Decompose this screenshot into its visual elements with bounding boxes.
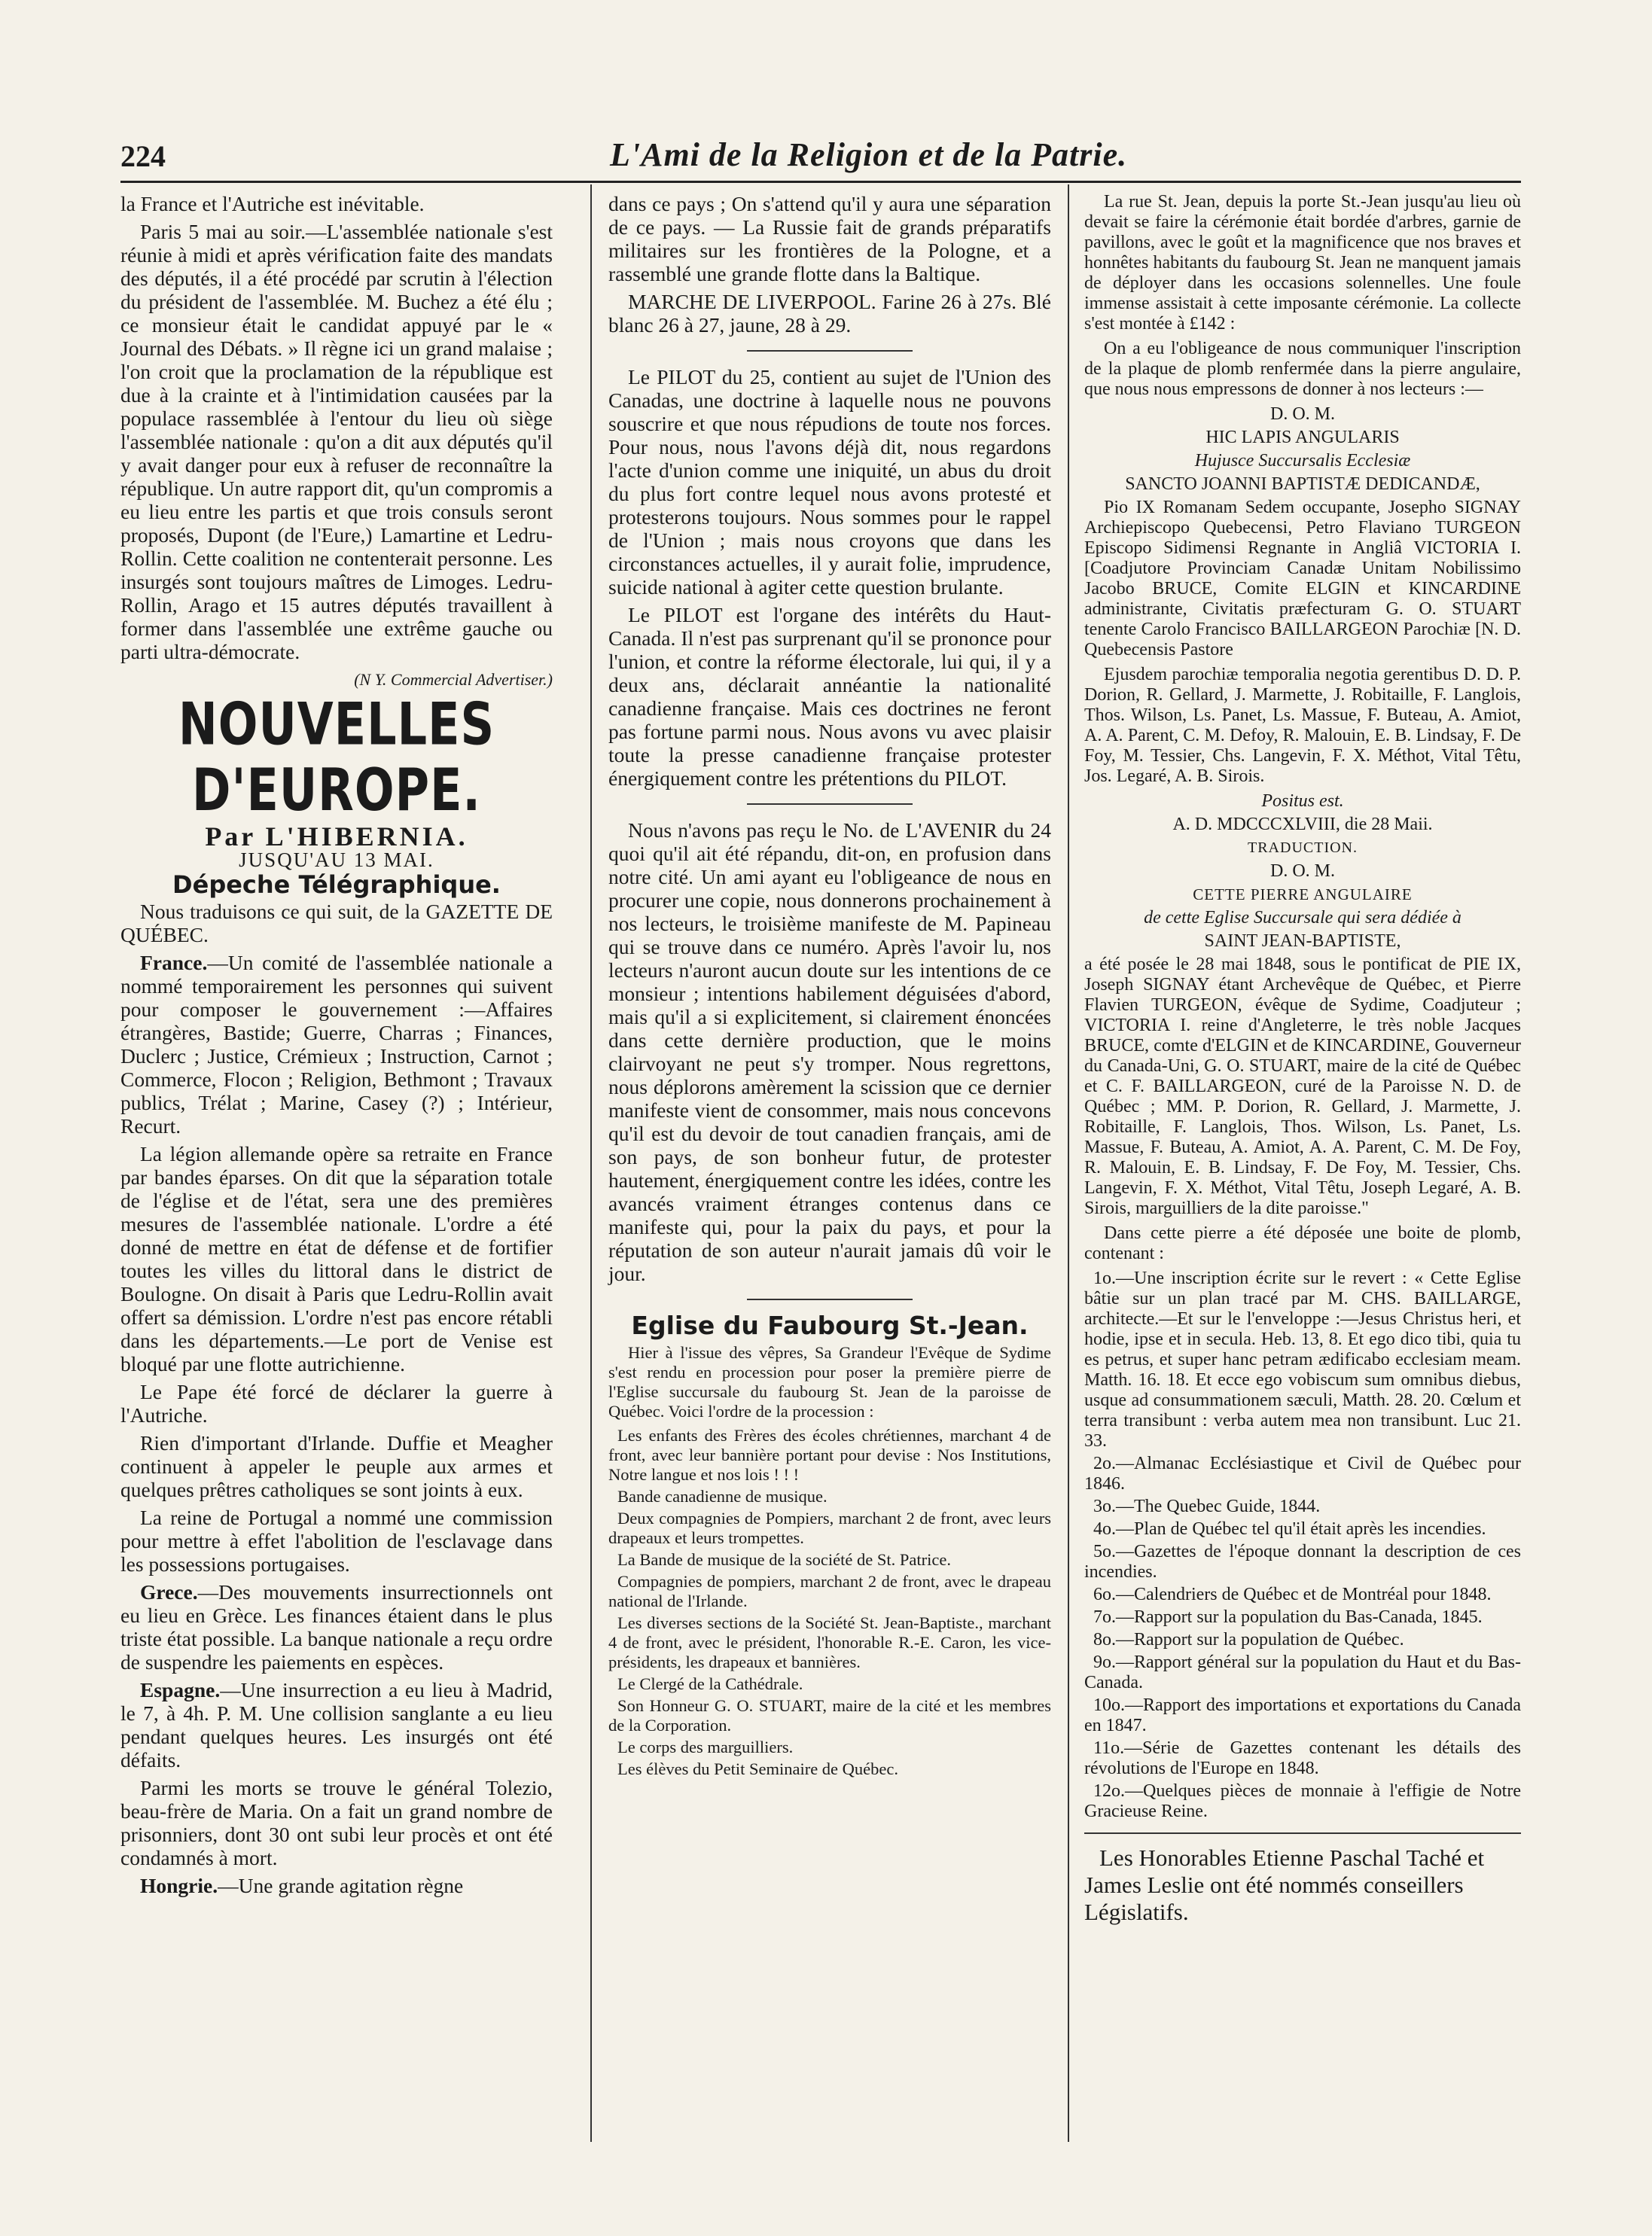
paragraph: On a eu l'obligeance de nous communiquer l'inscription de la plaque de plomb renfermée dans la pierre angulaire, que nous nous empressons de donner à nos lecteurs :— [1084,339,1521,399]
country-lead: Grece. [140,1580,198,1604]
divider [747,1299,913,1300]
paragraph: dans ce pays ; On s'attend qu'il y aura une séparation de ce pays. — La Russie fait de grands préparatifs militaires sur les frontières de la Pologne, et a rassemblé une grande flotte dans la Baltique. [608,192,1051,285]
procession-item: Les diverses sections de la Société St. Jean-Baptiste., marchant 4 de front, avec le président, l'honorable R.-E. Caron, les vice-présidents, les drapeaux et bannières. [608,1613,1051,1671]
inscription-line: de cette Eglise Succursale qui sera dédiée à [1144,908,1462,928]
box-content-item: 8o.—Rapport sur la population de Québec. [1093,1630,1404,1650]
box-content-item: 4o.—Plan de Québec tel qu'il était après les incendies. [1093,1519,1486,1539]
inscription-line: SANCTO JOANNI BAPTISTÆ DEDICANDÆ, [1125,474,1480,494]
inscription-line: HIC LAPIS ANGULARIS [1205,428,1400,447]
page-header [120,136,1521,181]
inscription-line: SAINT JEAN-BAPTISTE, [1204,931,1401,951]
box-content-item: 3o.—The Quebec Guide, 1844. [1093,1497,1321,1516]
final-notice: Les Honorables Etienne Paschal Taché et James Leslie ont été nommés conseillers Législatifs. [1084,1845,1485,1925]
column-1 [120,192,553,1902]
paragraph-text: —Une insurrection a eu lieu à Madrid, le 7, à 4h. P. M. Une collision sanglante a eu lieu pendant quelques heures. Les insurgés ont été défaits. [120,1678,553,1771]
inscription-date: A. D. MDCCCXLVIII, die 28 Maii. [1172,815,1433,834]
page-number: 224 [120,139,166,173]
paragraph: Le PILOT est l'organe des intérêts du Haut-Canada. Il n'est pas surprenant qu'il se prononce pour l'union, et contre la réforme électorale, lui qui, il y a deux ans, déclarait annéantie la nationalité canadienne française. Mais ces doctrines ne feront pas fortune parmi nous. Nous avons vu avec plaisir toute la presse canadienne française protester énergiquement contre les prétentions du PILOT. [608,603,1051,790]
paragraph-hongrie [120,1874,553,1897]
box-content-item: 1o.—Une inscription écrite sur le revert : « Cette Eglise bâtie sur un plan tracé par M. CHS. BAILLARGE, architecte.—Et sur le l'enveloppe :—Jesus Christus heri, et hodie, ipse et in secula. Heb. 13, 8. Et ego dico tibi, quia tu es petrus, et super hanc petram ædificabo ecclesiam meam. Matth. 16. 18. Et ecce ego vobiscum sum omnibus diebus, usque ad consummationem sæculi, Matth. 28. 20. Cœlum et terra transibunt : verba autem mea non transibunt. Luc 21. 33. [1084,1269,1521,1451]
column-2 [608,192,1051,1781]
procession-item: Le corps des marguilliers. [617,1738,794,1756]
box-content-item: 10o.—Rapport des importations et exportations du Canada en 1847. [1084,1695,1521,1735]
paragraph: Hier à l'issue des vêpres, Sa Grandeur l'Evêque de Sydime s'est rendu en procession pour poser la première pierre de l'Eglise succursale du faubourg St. Jean de la paroisse de Québec. Voici l'ordre de la procession : [608,1343,1051,1421]
inscription-line: Positus est. [1261,791,1344,811]
header-rule [120,181,1521,183]
procession-item: Son Honneur G. O. STUART, maire de la cité et les membres de la Corporation. [608,1696,1051,1735]
inscription-latin: Pio IX Romanam Sedem occupante, Josepho SIGNAY Archiepiscopo Quebecensi, Petro Flaviano TURGEON Episcopo Sidimensi Regnante in Angliâ VICTORIA I. [Coadjutore Provinciam Canadæ Unitam Nobilissimo Jacobo BRUCE, Comite ELGIN et KINCARDINE administrante, Civitatis præfecturam G. O. STUART tenente Carolo Francisco BAILLARGEON Parochiæ [N. D. Quebecensis Pastore [1084,498,1521,660]
source-attribution: (N Y. Commercial Advertiser.) [354,670,553,689]
paragraph: Parmi les morts se trouve le général Tolezio, beau-frère de Maria. On a fait un grand nombre de prisonniers, dont 30 ont subi leur procès et ont été condamnés à mort. [120,1776,553,1869]
paragraph: a été posée le 28 mai 1848, sous le pontificat de PIE IX, Joseph SIGNAY étant Archevêque de Québec, et Pierre Flavien TURGEON, évêque de Sydime, Coadjuteur ; VICTORIA I. reine d'Angleterre, le très noble Jacques BRUCE, comte d'ELGIN et de KINCARDINE, Gouverneur du Canada-Uni, G. O. STUART, maire de la cité de Québec et C. F. BAILLARGEON, curé de la Paroisse N. D. de Québec ; MM. P. Dorion, R. Gellard, J. Marmette, J. Robitaille, F. Langlois, Thos. Wilson, Ls. Panet, Ls. Massue, F. Buteau, A. Amiot, A. A. Parent, C. M. De Foy, R. Malouin, E. B. Lindsay, F. De Foy, M. Tessier, Chs. Langevin, F. X. Méthot, Vital Têtu, Joseph Legaré, A. B. Sirois, marguilliers de la dite paroisse." [1084,955,1521,1218]
procession-item: Compagnies de pompiers, marchant 2 de front, avec le drapeau national de l'Irlande. [608,1572,1051,1610]
divider [747,803,913,805]
paragraph: Nous traduisons ce qui suit, de la GAZETTE DE QUÉBEC. [120,900,553,946]
country-lead: Hongrie. [140,1874,218,1897]
paragraph: Le PILOT du 25, contient au sujet de l'Union des Canadas, une doctrine à laquelle nous ne pouvons souscrire et que nous répudions de toute nos forces. Pour nous, nous l'avons déjà dit, nous regardons l'acte d'union comme une iniquité, un abus du droit du plus fort contre lequel nous avons protesté et protesterons toujours. Nous sommes pour le rappel de l'Union ; mais nous croyons que dans les circonstances actuelles, il y aurait folie, imprudence, suicide national à agiter cette question brulante. [608,365,1051,599]
procession-item: Deux compagnies de Pompiers, marchant 2 de front, avec leurs drapeaux et leurs trompettes. [608,1509,1051,1547]
news-date: JUSQU'AU 13 MAI. [239,848,434,871]
paragraph: Le Pape été forcé de déclarer la guerre à l'Autriche. [120,1380,553,1427]
box-content-item: 5o.—Gazettes de l'époque donnant la description de ces incendies. [1084,1542,1521,1582]
box-content-item: 11o.—Série de Gazettes contenant les détails des révolutions de l'Europe en 1848. [1084,1738,1521,1778]
paragraph: Paris 5 mai au soir.—L'assemblée nationale s'est réunie à midi et après vérification faite des mandats des députés, il a été procédé par scrutin à l'élection du président de l'assemblée. M. Buchez a été élu ; ce monsieur était le candidat appuyé par le « Journal des Débats. » Il règne ici un grand malaise ; l'on croit que la proclamation de la république est due à la crainte et à l'intimidation causées par la populace rassemblée à l'entour du lieu où siège l'assemblée nationale : qu'on a dit aux députés qu'il y avait danger pour eux à refuser de reconnaître la république. Un autre rapport dit, qu'un compromis a eu lieu entre les partis et que trois consuls seront proposés, Dupont (de l'Eure,) Lamartine et Ledru-Rollin. Cette coalition ne contenterait personne. Les insurgés sont toujours maîtres de Limoges. Ledru-Rollin, Arago et 15 autres députés travaillent à former dans l'assemblée une extrême gauche ou parti ultra-démocrate. [120,220,553,663]
box-content-item: 7o.—Rapport sur la population du Bas-Canada, 1845. [1093,1607,1483,1627]
box-content-item: 9o.—Rapport général sur la population du Haut et du Bas-Canada. [1084,1653,1521,1692]
inscription-line: Hujusce Succursalis Ecclesiæ [1194,451,1411,471]
inscription-names: Ejusdem parochiæ temporalia negotia gerentibus D. D. P. Dorion, R. Gellard, J. Marmette, J. Robitaille, F. Langlois, Thos. Wilson, Ls. Panet, Ls. Massue, F. Buteau, A. Amiot, A. A. Parent, C. M. Defoy, R. Malouin, E. B. Lindsay, F. De Foy, M. Tessier, Chs. Langevin, F. X. Méthot, Vital Têtu, Jos. Legaré, A. B. Sirois. [1084,665,1521,786]
paragraph-grece [120,1580,553,1674]
country-lead: France. [140,951,208,974]
box-contents-list [1084,1269,1521,1822]
paragraph: La reine de Portugal a nommé une commission pour mettre à effet l'abolition de l'esclavage dans les possessions portugaises. [120,1506,553,1576]
running-title: L'Ami de la Religion et de la Patrie. [610,136,1128,173]
paragraph: La rue St. Jean, depuis la porte St.-Jean jusqu'au lieu où devait se faire la cérémonie était bordée d'arbres, garnie de pavillons, avec le goût et la magnificence que nos braves et honnêtes habitants du faubourg St. Jean ne manquent jamais de déployer dans les occasions solennelles. Une foule immense assistait à cette imposante cérémonie. La collecte s'est montée à £142 : [1084,192,1521,334]
box-content-item: 2o.—Almanac Ecclésiastique et Civil de Québec pour 1846. [1084,1454,1521,1494]
procession-item: Le Clergé de la Cathédrale. [617,1674,803,1693]
procession-item: Bande canadienne de musique. [617,1487,828,1506]
translation-label: TRADUCTION. [1248,839,1358,856]
paragraph-text: —Une grande agitation règne [218,1874,464,1897]
procession-item: Les élèves du Petit Seminaire de Québec. [617,1759,898,1778]
inscription-dom: D. O. M. [1269,404,1335,424]
inscription-dom: D. O. M. [1269,861,1335,881]
news-subheadline: Par L'HIBERNIA. [205,821,468,851]
box-content-item: 6o.—Calendriers de Québec et de Montréal pour 1848. [1093,1585,1492,1604]
procession-item: Les enfants des Frères des écoles chrétiennes, marchant 4 de front, avec leur bannière portant pour devise : Nos Institutions, Notre langue et nos lois ! ! ! [608,1426,1051,1484]
column-divider-1 [590,184,592,2142]
paragraph: Nous n'avons pas reçu le No. de L'AVENIR du 24 quoi qu'il ait été répandu, dit-on, en profusion dans notre cité. Un ami ayant eu l'obligeance de nous en procurer une copie, nous donnerons prochainement à nos lecteurs, le troisième manifeste de M. Papineau qui se trouve dans ce numéro. Après l'avoir lu, nos lecteurs n'auront aucun doute sur les intentions de ce monsieur ; intentions habilement déguisées d'abord, mais qu'il a si explicitement, si clairement énoncées dans cette dernière production, que le moins clairvoyant ne peut s'y tromper. Nous regrettons, nous déplorons amèrement la scission que ce dernier manifeste vient de consommer, mais nous concevons qu'il est du devoir de tout canadien français, ami de son pays, de son bonheur futur, de protester hautement, énergiquement contre les idées, contre les avancés vraiment étranges contenus dans ce manifeste qui, pour la paix du pays, et pour la réputation de son auteur n'aurait jamais dû voir le jour. [608,818,1051,1285]
paragraph-text: —Des mouvements insurrectionnels ont eu lieu en Grèce. Les finances étaient dans le plus triste état possible. La banque nationale a reçu ordre de suspendre les paiements en espèces. [120,1580,553,1674]
paragraph: La légion allemande opère sa retraite en France par bandes éparses. On dit que la séparation totale de l'église et de l'état, sera une des premières mesures de l'assemblée nationale. L'ordre a été donné de mettre en état de défense et de fortifier toutes les villes du littoral dans le district de Boulogne. On disait à Paris que Ledru-Rollin avait offert sa démission. L'ordre n'est pas encore rétabli dans les départements.—Le port de Venise est bloqué par une flotte autrichienne. [120,1142,553,1375]
section-title: Eglise du Faubourg St.-Jean. [631,1311,1029,1340]
procession-item: La Bande de musique de la société de St. Patrice. [617,1550,951,1569]
paragraph: MARCHE DE LIVERPOOL. Farine 26 à 27s. Blé blanc 26 à 27, jaune, 28 à 29. [608,290,1051,337]
paragraph-text: —Un comité de l'assemblée nationale a nommé temporairement les personnes qui suivent pour composer le gouvernement :—Affaires étrangères, Bastide; Guerre, Charras ; Finances, Duclerc ; Justice, Crémieux ; Instruction, Carnot ; Commerce, Flocon ; Religion, Bethmont ; Travaux publics, Trélat ; Marine, Casey (?) ; Intérieur, Recurt. [120,951,553,1138]
paragraph-france [120,951,553,1138]
paragraph: Dans cette pierre a été déposée une boite de plomb, contenant : [1084,1223,1521,1263]
divider [747,350,913,352]
news-headline: NOUVELLES D'EUROPE. [178,690,495,824]
divider [1084,1832,1521,1834]
column-3 [1084,192,1521,1930]
box-content-item: 12o.—Quelques pièces de monnaie à l'effigie de Notre Gracieuse Reine. [1084,1781,1521,1821]
column-divider-2 [1068,184,1069,2142]
country-lead: Espagne. [140,1678,221,1701]
news-section-title: Dépeche Télégraphique. [172,870,501,899]
procession-list [608,1426,1051,1779]
paragraph-espagne [120,1678,553,1771]
paragraph: Rien d'important d'Irlande. Duffie et Meagher continuent à appeler le peuple aux armes et quelques prêtres catholiques se sont joints à eux. [120,1431,553,1501]
paragraph: la France et l'Autriche est inévitable. [120,192,425,215]
inscription-line: CETTE PIERRE ANGULAIRE [1193,885,1413,903]
